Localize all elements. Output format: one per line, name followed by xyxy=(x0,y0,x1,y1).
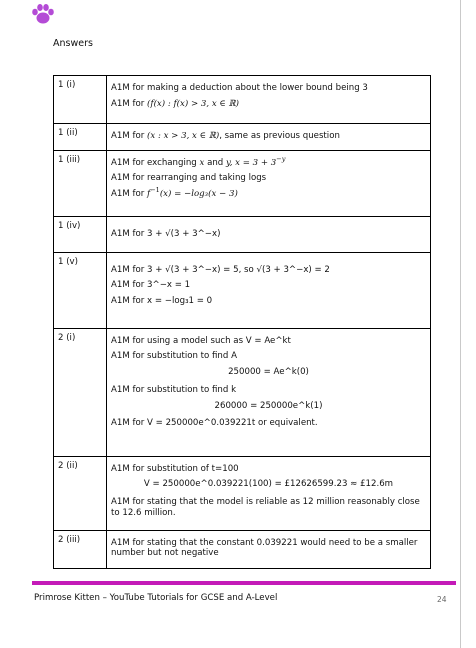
page-number: 24 xyxy=(437,595,447,604)
question-number: 1 (v) xyxy=(54,252,107,328)
answer-cell xyxy=(107,76,431,124)
footer-divider xyxy=(32,581,456,585)
footer-text: Primrose Kitten – YouTube Tutorials for GCSE and A-Level xyxy=(34,593,278,603)
table-row xyxy=(54,252,431,328)
table-row xyxy=(54,124,431,151)
question-number: 2 (iii) xyxy=(54,530,107,568)
answer-cell xyxy=(107,150,431,216)
table-row xyxy=(54,216,431,252)
table-row xyxy=(54,530,431,568)
table-row xyxy=(54,76,431,124)
answer-line: A1M for substitution to find k xyxy=(111,384,237,395)
answer-line: A1M for 3 + √(3 + 3^−x) xyxy=(111,228,221,239)
answer-line: A1M for making a deduction about the lower bound being 3 xyxy=(111,83,368,93)
question-number: 2 (i) xyxy=(54,328,107,456)
question-number: 1 (iii) xyxy=(54,150,107,216)
answer-line: A1M for stating that the constant 0.039221 would need to be a smaller number but not negative xyxy=(111,537,418,559)
answer-line: A1M for stating that the model is reliable as 12 million reasonably close to 12.6 million. xyxy=(111,497,420,518)
table-row xyxy=(54,328,431,456)
answer-line: A1M for substitution to find A xyxy=(111,351,237,362)
answer-line: A1M for V = 250000e^0.039221t or equivalent. xyxy=(111,418,318,429)
answer-line: A1M for rearranging and taking logs xyxy=(111,173,267,184)
answer-line: A1M for 3 + √(3 + 3^−x) = 5, so √(3 + 3^−x) = 2 xyxy=(111,264,330,275)
answer-line: A1M for 3^−x = 1 xyxy=(111,280,191,291)
answer-cell xyxy=(107,456,431,530)
page-title: Answers xyxy=(53,38,93,49)
answer-line: A1M for (f(x) : f(x) > 3, x ∈ ℝ) xyxy=(111,98,239,109)
answer-line: A1M for substitution of t=100 xyxy=(111,463,239,474)
answer-line: 250000 = Ae^k(0) xyxy=(228,367,309,378)
answer-line: A1M for using a model such as V = Ae^kt xyxy=(111,335,291,346)
answer-cell xyxy=(107,124,431,151)
answer-line: 260000 = 250000e^k(1) xyxy=(214,400,323,411)
answer-cell xyxy=(107,328,431,456)
answer-line: A1M for x = −log₃1 = 0 xyxy=(111,296,213,307)
question-number: 1 (ii) xyxy=(54,124,107,151)
answer-cell xyxy=(107,530,431,568)
answer-line: V = 250000e^0.039221(100) = £12626599.23 ≈ £12.6m xyxy=(143,479,394,490)
question-number: 2 (ii) xyxy=(54,456,107,530)
question-number: 1 (i) xyxy=(54,76,107,124)
table-row xyxy=(54,150,431,216)
table-row xyxy=(54,456,431,530)
answer-line: A1M for exchanging x and y, $x = 3 + 3^{-y}$ xyxy=(111,154,286,168)
answer-cell xyxy=(107,252,431,328)
paw-print-icon xyxy=(31,3,55,25)
answer-cell xyxy=(107,216,431,252)
answers-table xyxy=(53,75,431,569)
answer-line: A1M for (x : x > 3, x ∈ ℝ), same as previous question xyxy=(111,131,340,141)
answer-line: A1M for $f^{-1}(x) = -\log_3(x - 3)$ xyxy=(111,186,238,200)
question-number: 1 (iv) xyxy=(54,216,107,252)
